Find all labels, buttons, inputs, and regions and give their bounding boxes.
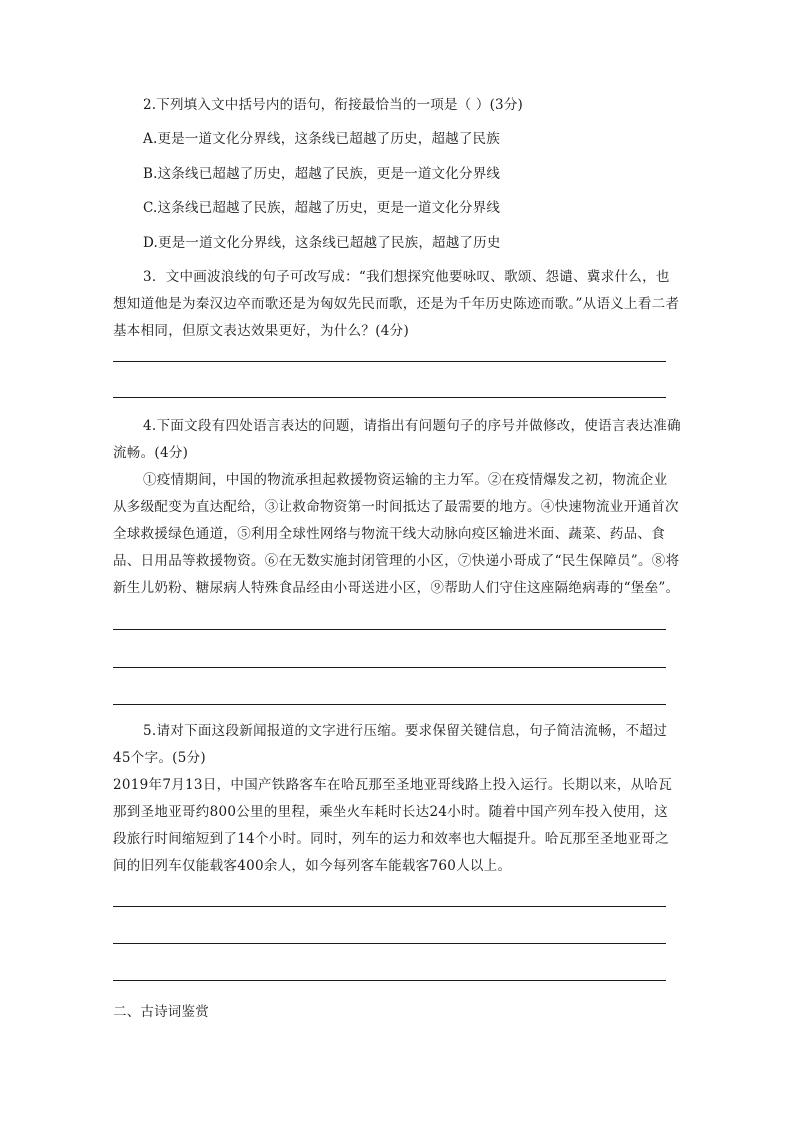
answer-line[interactable]	[113, 397, 666, 398]
question-5-stem: 5.请对下面这段新闻报道的文字进行压缩。要求保留关键信息，句子简洁流畅，不超过45个字。(5分)	[113, 723, 668, 766]
question-3-stem: 3．文中画波浪线的句子可改写成：“我们想探究他要咏叹、歌颂、怨谴、冀求什么，也想知道他是为秦汉边卒而歌还是为匈奴先民而歌，还是为千年历史陈迹而歌。”从语义上看二者基本相同，但原文表达效果更好，为什么？(4分)	[113, 269, 680, 339]
answer-line[interactable]	[113, 906, 666, 907]
section-heading: 二、古诗词鉴赏	[113, 1004, 209, 1020]
question-2-option-b: B.这条线已超越了历史，超越了民族，更是一道文化分界线	[143, 166, 501, 182]
answer-line[interactable]	[113, 980, 666, 981]
answer-line[interactable]	[113, 667, 666, 668]
question-2-option-a: A.更是一道文化分界线，这条线已超越了历史，超越了民族	[143, 131, 500, 147]
question-5-passage: 2019年7月13日，中国产铁路客车在哈瓦那至圣地亚哥线路上投入运行。长期以来，从哈瓦那到圣地亚哥约800公里的里程，乘坐火车耗时长达24小时。随着中国产列车投入使用，这段旅行时间缩短到了14个小时。同时，列车的运力和效率也大幅提升。哈瓦那至圣地亚哥之间的旧列车仅能载客400余人，如今每列客车能载客760人以上。	[113, 777, 673, 874]
answer-line[interactable]	[113, 629, 666, 630]
question-4-stem: 4.下面文段有四处语言表达的问题，请指出有问题句子的序号并做修改，使语言表达准确流畅。(4分)	[113, 418, 681, 461]
question-4-passage: ①疫情期间，中国的物流承担起救援物资运输的主力军。②在疫情爆发之初，物流企业从多级配变为直达配给，③让救命物资第一时间抵达了最需要的地方。④快速物流业开通首次全球救援绿色通道，⑤利用全球性网络与物流干线大动脉向疫区输进米面、蔬菜、药品、食品、日用品等救援物资。⑥在无数实施封闭管理的小区，⑦快递小哥成了“民生保障员”。⑧将新生儿奶粉、糖尿病人特殊食品经由小哥送进小区，⑨帮助人们守住这座隔绝病毒的“堡垒”。	[113, 472, 680, 596]
question-2-option-c: C.这条线已超越了民族，超越了历史，更是一道文化分界线	[143, 200, 501, 216]
answer-line[interactable]	[113, 704, 666, 705]
answer-line[interactable]	[113, 361, 666, 362]
question-2-option-d: D.更是一道文化分界线，这条线已超越了民族，超越了历史	[143, 235, 501, 251]
question-2-stem: 2.下列填入文中括号内的语句，衔接最恰当的一项是（ ）(3分)	[143, 97, 523, 113]
answer-line[interactable]	[113, 943, 666, 944]
